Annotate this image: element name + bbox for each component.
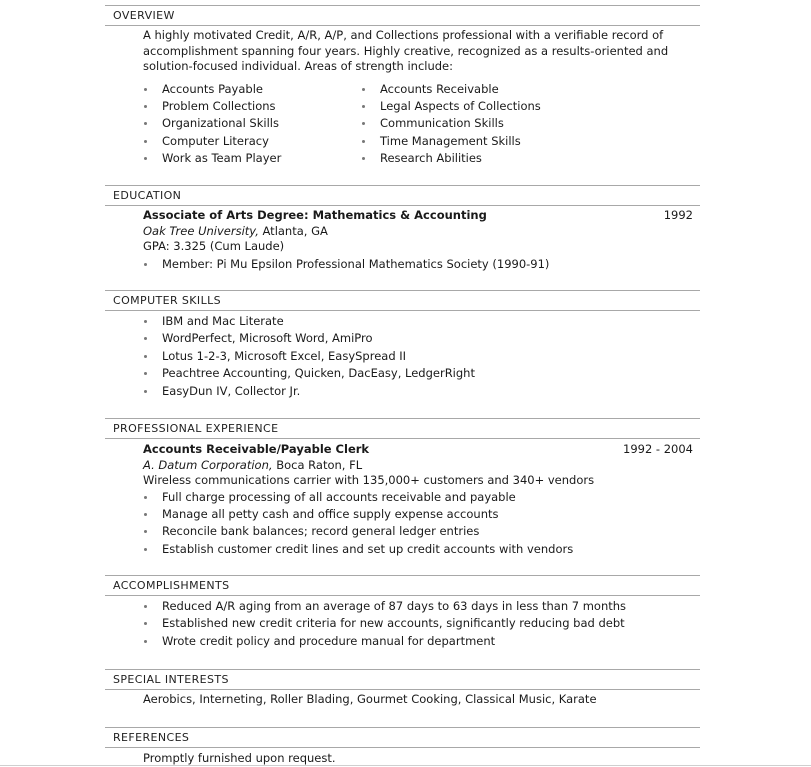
bullet-icon	[144, 372, 147, 375]
bullet-icon	[144, 640, 147, 643]
accomplishments-list	[143, 598, 693, 650]
overview-section	[143, 28, 693, 168]
list-item: Member: Pi Mu Epsilon Professional Mathematics Society (1990-91)	[143, 256, 693, 273]
list-item: Time Management Skills	[361, 133, 579, 150]
list-item: Manage all petty cash and office supply expense accounts	[143, 506, 693, 523]
interests-heading: SPECIAL INTERESTS	[113, 673, 229, 686]
divider	[105, 689, 700, 690]
divider	[105, 575, 700, 576]
bullet-icon	[144, 320, 147, 323]
list-item: Communication Skills	[361, 115, 579, 132]
degree-title: Associate of Arts Degree: Mathematics & Accounting	[143, 208, 487, 222]
list-item: Lotus 1-2-3, Microsoft Excel, EasySpread II	[143, 348, 693, 365]
experience-heading: PROFESSIONAL EXPERIENCE	[113, 422, 279, 435]
bullet-icon	[362, 157, 365, 160]
divider	[105, 25, 700, 26]
bullet-icon	[144, 122, 147, 125]
list-item: Full charge processing of all accounts receivable and payable	[143, 489, 693, 506]
divider	[105, 290, 700, 291]
education-list	[143, 256, 693, 273]
bullet-icon	[362, 88, 365, 91]
list-item: WordPerfect, Microsoft Word, AmiPro	[143, 330, 693, 347]
bullet-icon	[362, 105, 365, 108]
list-item: Established new credit criteria for new accounts, significantly reducing bad debt	[143, 615, 693, 632]
list-item: Accounts Receivable	[361, 81, 579, 98]
page-edge	[0, 765, 811, 766]
computer-skills-heading: COMPUTER SKILLS	[113, 294, 222, 307]
bullet-icon	[144, 390, 147, 393]
education-heading: EDUCATION	[113, 189, 182, 202]
computer-skills-section	[143, 313, 693, 400]
bullet-icon	[362, 122, 365, 125]
bullet-icon	[144, 496, 147, 499]
list-item: Peachtree Accounting, Quicken, DacEasy, LedgerRight	[143, 365, 693, 382]
job-title: Accounts Receivable/Payable Clerk	[143, 442, 370, 456]
divider	[105, 185, 700, 186]
list-item: Legal Aspects of Collections	[361, 98, 579, 115]
list-item: Establish customer credit lines and set up credit accounts with vendors	[143, 541, 693, 558]
list-item: Reconcile bank balances; record general ledger entries	[143, 523, 693, 540]
divider	[105, 595, 700, 596]
divider	[105, 727, 700, 728]
references-text: Promptly furnished upon request.	[143, 751, 336, 765]
bullet-icon	[144, 513, 147, 516]
list-item: Accounts Payable	[143, 81, 361, 98]
interests-section	[143, 692, 693, 708]
bullet-icon	[362, 140, 365, 143]
divider	[105, 5, 700, 6]
list-item: Research Abilities	[361, 150, 579, 167]
bullet-icon	[144, 605, 147, 608]
computer-skills-list	[143, 313, 693, 400]
accomplishments-heading: ACCOMPLISHMENTS	[113, 579, 230, 592]
bullet-icon	[144, 530, 147, 533]
bullet-icon	[144, 88, 147, 91]
bullet-icon	[144, 140, 147, 143]
company-name: A. Datum Corporation,	[143, 457, 273, 472]
school-location: Atlanta, GA	[262, 223, 328, 238]
strengths-list-left	[143, 81, 361, 168]
accomplishments-section	[143, 598, 693, 650]
overview-summary: A highly motivated Credit, A/R, A/P, and Collections professional with a verifiable record of accomplishment spanning four years. Highly creative, recognized as a results-oriented and solution-focused individual. Areas of strength include:	[143, 28, 669, 73]
gpa: GPA: 3.325 (Cum Laude)	[143, 239, 285, 253]
bullet-icon	[144, 105, 147, 108]
divider	[105, 418, 700, 419]
bullet-icon	[144, 622, 147, 625]
divider	[105, 205, 700, 206]
company-location: Boca Raton, FL	[276, 457, 363, 472]
overview-heading: OVERVIEW	[113, 9, 175, 22]
list-item: Wrote credit policy and procedure manual for department	[143, 633, 693, 650]
list-item: Work as Team Player	[143, 150, 361, 167]
experience-section	[143, 442, 693, 558]
list-item: Organizational Skills	[143, 115, 361, 132]
divider	[105, 438, 700, 439]
list-item: IBM and Mac Literate	[143, 313, 693, 330]
divider	[105, 310, 700, 311]
graduation-year: 1992	[663, 208, 693, 222]
list-item: Computer Literacy	[143, 133, 361, 150]
bullet-icon	[144, 355, 147, 358]
experience-list	[143, 489, 693, 559]
list-item: Reduced A/R aging from an average of 87 days to 63 days in less than 7 months	[143, 598, 693, 615]
job-dates: 1992 - 2004	[623, 442, 693, 456]
bullet-icon	[144, 548, 147, 551]
bullet-icon	[144, 157, 147, 160]
references-heading: REFERENCES	[113, 731, 190, 744]
bullet-icon	[144, 337, 147, 340]
company-description: Wireless communications carrier with 135,000+ customers and 340+ vendors	[143, 473, 595, 487]
strengths-list-right	[361, 81, 579, 168]
divider	[105, 747, 700, 748]
school-name: Oak Tree University,	[143, 223, 259, 238]
education-section	[143, 208, 693, 273]
list-item: EasyDun IV, Collector Jr.	[143, 383, 693, 400]
list-item: Problem Collections	[143, 98, 361, 115]
bullet-icon	[144, 263, 147, 266]
divider	[105, 669, 700, 670]
interests-text: Aerobics, Interneting, Roller Blading, Gourmet Cooking, Classical Music, Karate	[143, 692, 597, 706]
